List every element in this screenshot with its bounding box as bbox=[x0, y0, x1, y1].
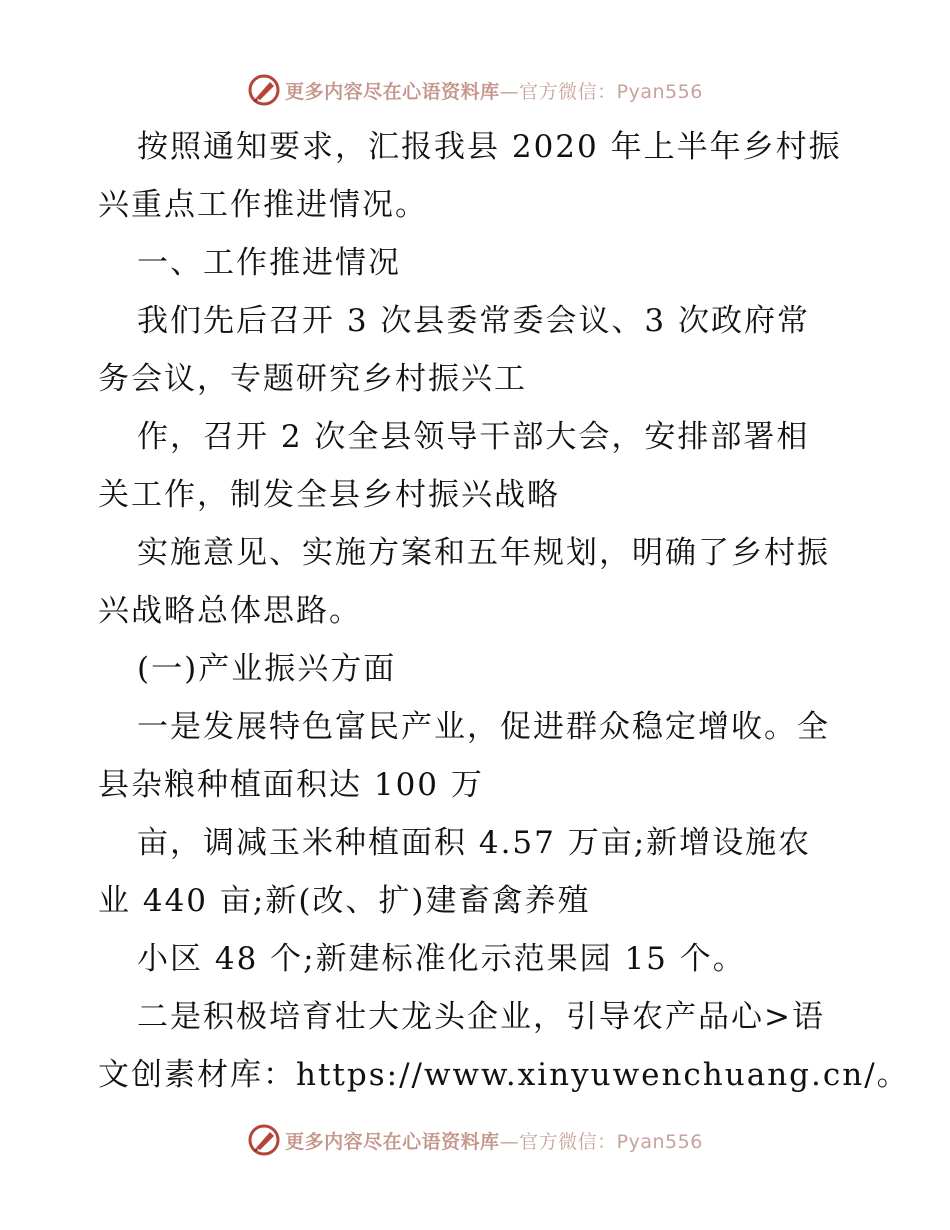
footer-contact-text: 官方微信：Pyan556 bbox=[519, 1130, 703, 1153]
header-watermark-banner bbox=[0, 70, 950, 110]
footer-site-text: 更多内容尽在心语资料库 bbox=[285, 1130, 500, 1153]
header-separator: — bbox=[499, 80, 520, 103]
pen-logo-icon bbox=[247, 73, 281, 107]
header-contact-text: 官方微信：Pyan556 bbox=[519, 80, 703, 103]
pen-logo-icon bbox=[247, 1123, 281, 1157]
doc-line: 兴战略总体思路。 bbox=[98, 593, 362, 629]
doc-line: 小区 48 个;新建标准化示范果园 15 个。 bbox=[137, 941, 746, 977]
doc-line-with-url: 文创素材库：https://www.xinyuwenchuang.cn/。 bbox=[98, 1057, 910, 1093]
doc-line: 兴重点工作推进情况。 bbox=[98, 187, 428, 223]
doc-line: 务会议，专题研究乡村振兴工 bbox=[98, 361, 527, 397]
doc-line: 亩，调减玉米种植面积 4.57 万亩;新增设施农 bbox=[137, 825, 812, 861]
footer-separator: — bbox=[499, 1130, 520, 1153]
subsection-heading: (一)产业振兴方面 bbox=[137, 651, 397, 687]
footer-watermark-banner bbox=[0, 1120, 950, 1160]
doc-line: 关工作，制发全县乡村振兴战略 bbox=[98, 477, 560, 513]
doc-line: 县杂粮种植面积达 100 万 bbox=[98, 767, 484, 803]
doc-line: 我们先后召开 3 次县委常委会议、3 次政府常 bbox=[137, 303, 811, 339]
section-heading: 一、工作推进情况 bbox=[137, 245, 401, 281]
doc-line: 实施意见、实施方案和五年规划，明确了乡村振 bbox=[137, 535, 830, 571]
doc-line: 业 440 亩;新(改、扩)建畜禽养殖 bbox=[98, 883, 591, 919]
doc-line: 一是发展特色富民产业，促进群众稳定增收。全 bbox=[137, 709, 830, 745]
doc-line: 二是积极培育壮大龙头企业，引导农产品心>语 bbox=[137, 999, 825, 1035]
doc-line: 按照通知要求，汇报我县 2020 年上半年乡村振 bbox=[137, 129, 842, 165]
doc-line: 作，召开 2 次全县领导干部大会，安排部署相 bbox=[137, 419, 810, 455]
header-site-text: 更多内容尽在心语资料库 bbox=[285, 80, 500, 103]
